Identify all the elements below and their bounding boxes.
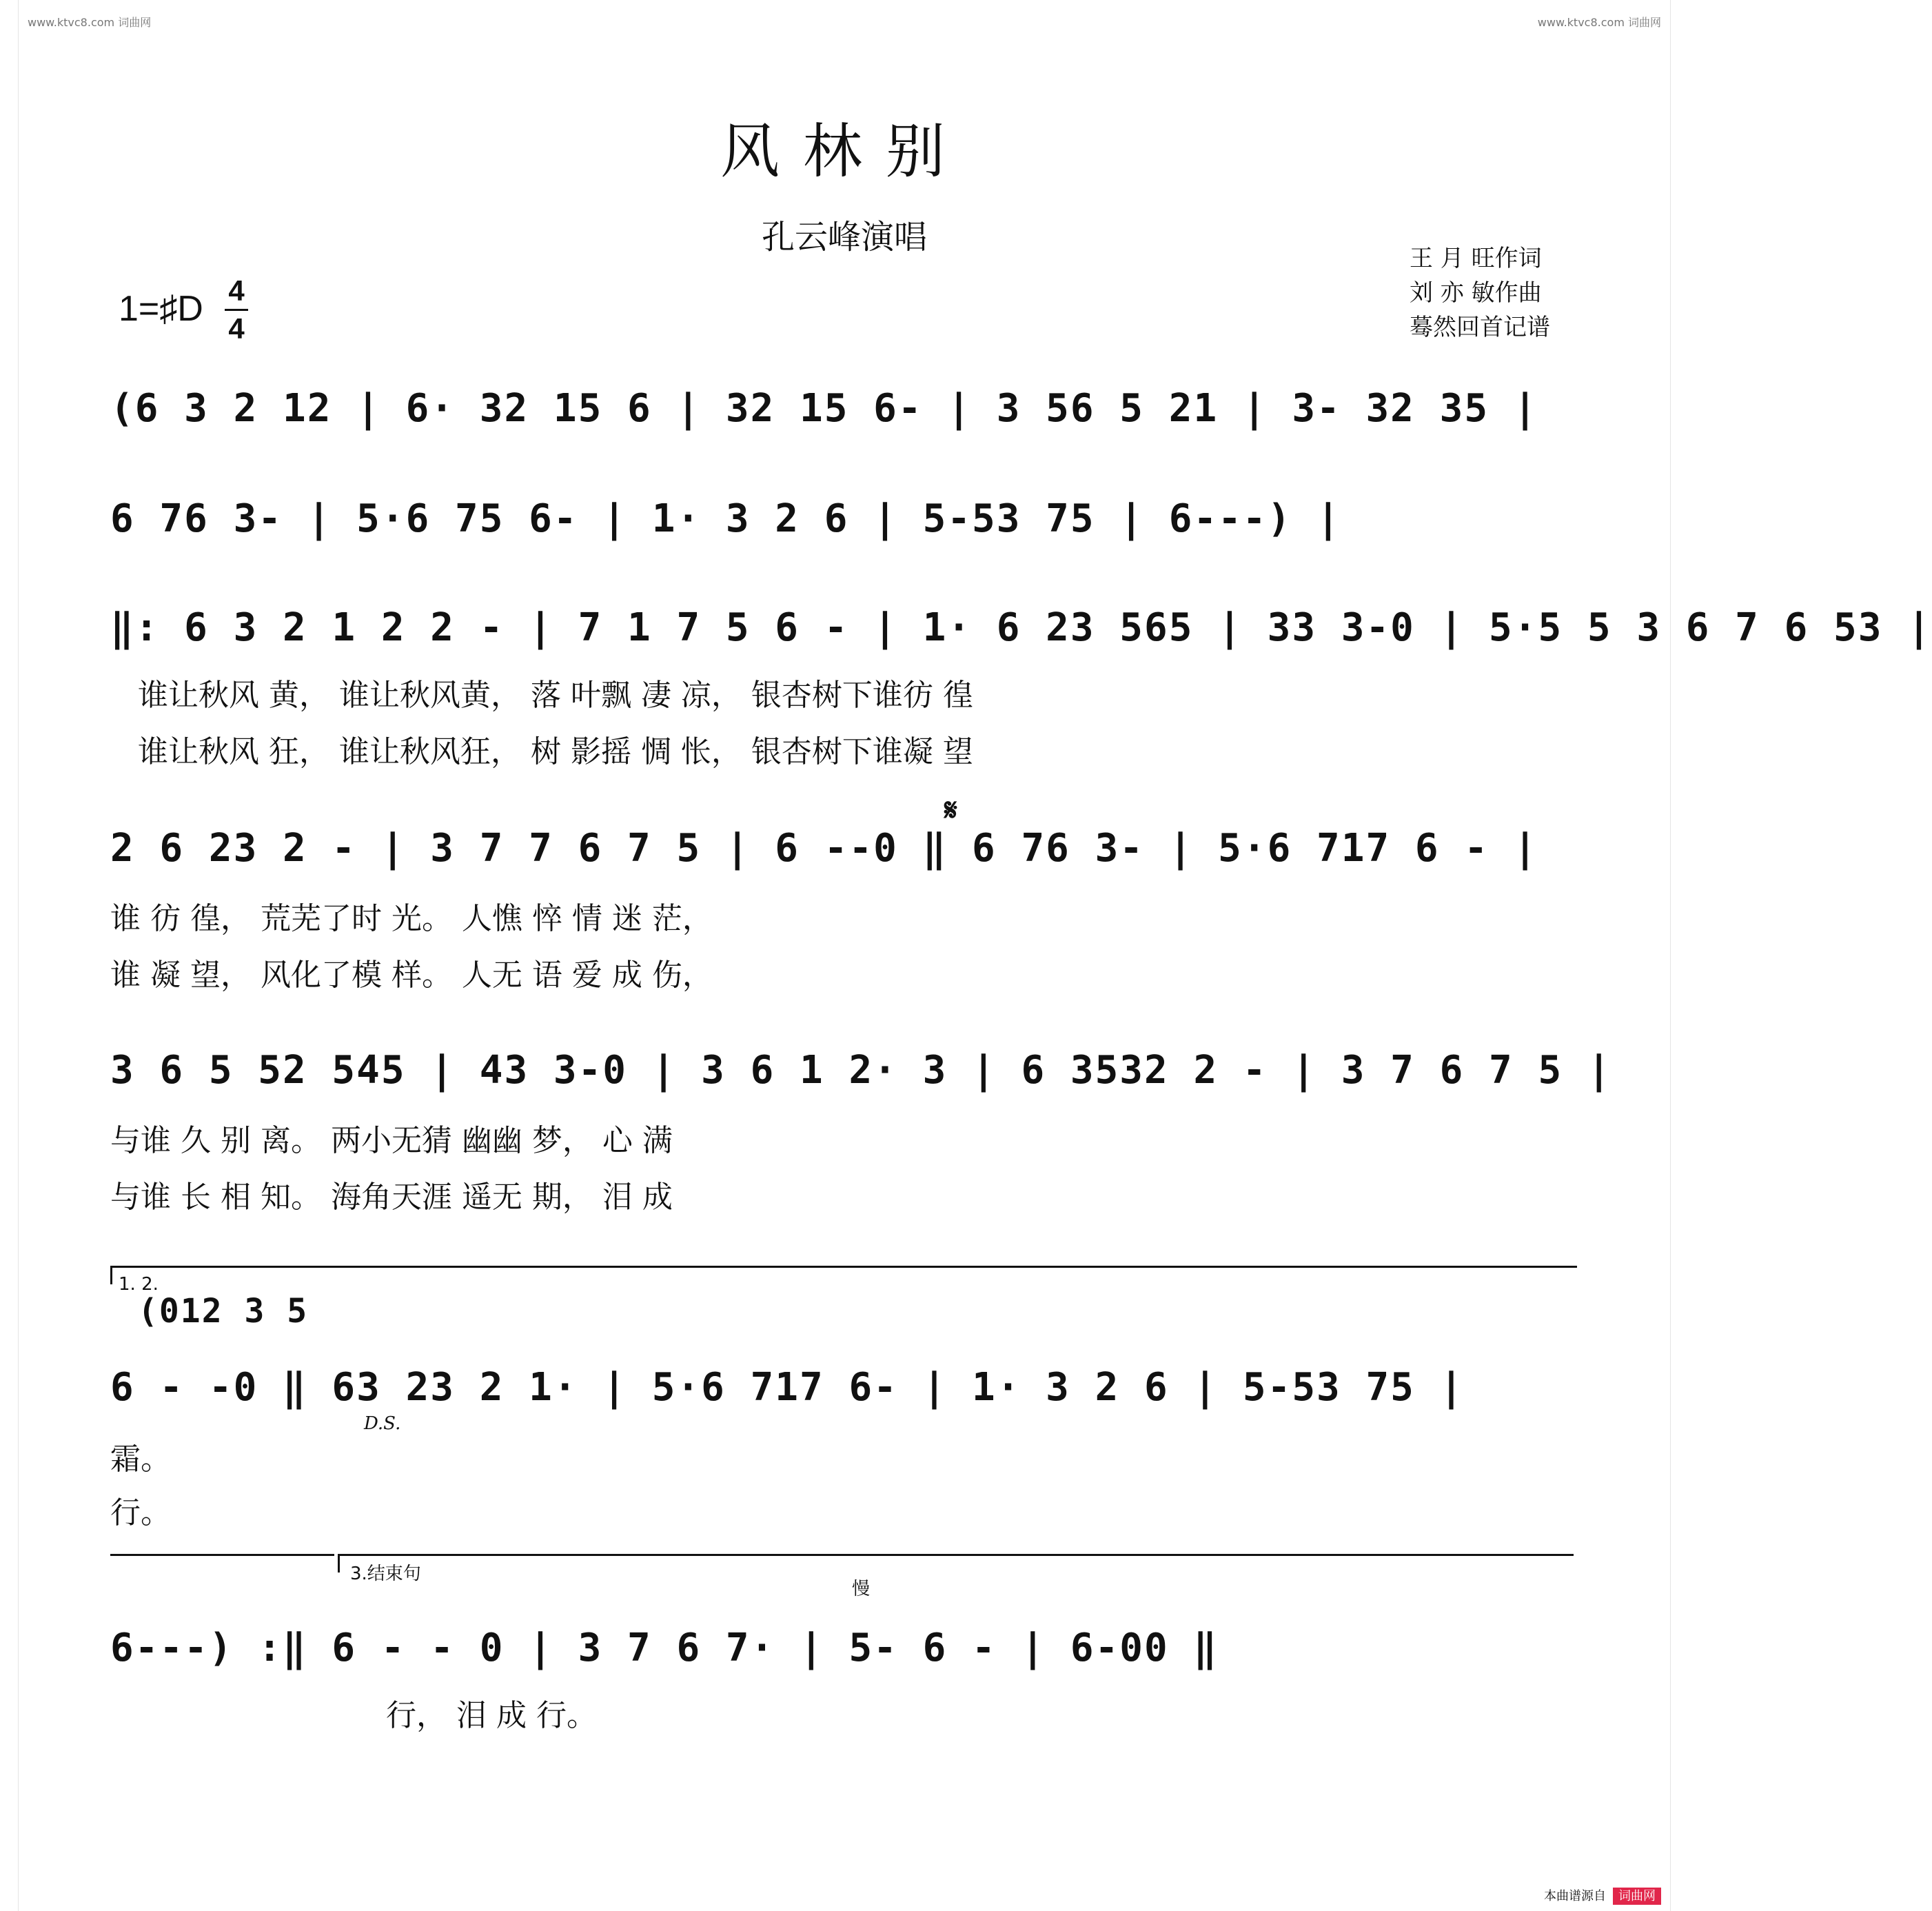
left-margin-strip [0, 0, 19, 1911]
score-row-2: 6 76 3- | 5·6 75 6- | 1· 3 2 6 | 5-53 75 | 6---) | [110, 496, 1341, 541]
lyrics-row-4-verse-2: 谁 凝 望， 风化了模 样。 人无 语 爱 成 伤， [110, 958, 713, 993]
lyrics-row-3-verse-1: 谁让秋风 黄， 谁让秋风黄， 落 叶飘 凄 凉， 银杏树下谁彷 徨 [138, 678, 973, 713]
time-bottom: 4 [228, 312, 245, 345]
time-divider [225, 309, 248, 311]
lyrics-row-6-verse-2: 行。 [110, 1495, 171, 1530]
watermark-left: www.ktvc8.com 词曲网 [28, 16, 152, 29]
lyrics-row-6-verse-1: 霜。 [110, 1442, 171, 1477]
score-row-1: (6 3 2 12 | 6· 32 15 6 | 32 15 6- | 3 56 5 21 | 3- 32 35 | [110, 386, 1538, 431]
footer-source-text: 本曲谱源自 [1544, 1889, 1606, 1903]
lyrics-row-7: 行， 泪 成 行。 [386, 1698, 597, 1733]
score-row-4: 2 6 23 2 - | 3 7 7 6 7 5 | 6 --0 ‖ 6 76 3- | 5·6 717 6 - | [110, 826, 1538, 871]
song-title: 风林别 [720, 117, 968, 186]
score-row-3: ‖: 6 3 2 1 2 2 - | 7 1 7 5 6 - | 1· 6 23 565 | 33 3-0 | 5·5 5 3 6 7 6 53 | [110, 605, 1932, 650]
credits [1410, 241, 1550, 345]
lyrics-row-5-verse-1: 与谁 久 别 离。 两小无猜 幽幽 梦， 心 满 [110, 1123, 673, 1158]
lyrics-row-5-verse-2: 与谁 长 相 知。 海角天涯 遥无 期， 泪 成 [110, 1180, 673, 1215]
volta-1-2-label: 1. 2. [119, 1274, 159, 1295]
time-signature [225, 274, 248, 345]
performer: 孔云峰演唱 [761, 218, 927, 256]
lyrics-row-4-verse-1: 谁 彷 徨， 荒芜了时 光。 人憔 悴 情 迷 茫， [110, 901, 713, 936]
key-signature: 1=♯D [119, 289, 203, 329]
score-row-5: 3 6 5 52 545 | 43 3-0 | 3 6 1 2· 3 | 6 3532 2 - | 3 7 6 7 5 | [110, 1048, 1612, 1093]
watermark-right: www.ktvc8.com 词曲网 [1537, 16, 1661, 29]
lyricist: 王 月 旺作词 [1410, 245, 1542, 272]
tempo-mark: 慢 [852, 1579, 871, 1599]
lyrics-row-3-verse-2: 谁让秋风 狂， 谁让秋风狂， 树 影摇 惆 怅， 银杏树下谁凝 望 [138, 734, 973, 769]
volta-end-line [110, 1554, 334, 1573]
volta-3-bracket [338, 1554, 1574, 1573]
volta-1-2-bracket [110, 1266, 1577, 1284]
score-row-6-upper: (012 3 5 [138, 1292, 309, 1331]
score-row-7: 6---) :‖ 6 - - 0 | 3 7 6 7· | 5- 6 - | 6-00 ‖ [110, 1626, 1219, 1670]
segno-icon: 𝄋 [944, 793, 957, 828]
composer: 刘 亦 敏作曲 [1410, 279, 1542, 307]
score-row-6: 6 - -0 ‖ 63 23 2 1· | 5·6 717 6- | 1· 3 2 6 | 5-53 75 | [110, 1365, 1465, 1410]
time-top: 4 [228, 274, 245, 307]
right-margin-strip [1670, 0, 1689, 1911]
ds-mark: D.S. [364, 1413, 401, 1434]
transcriber: 蓦然回首记谱 [1410, 314, 1550, 341]
footer-site-badge: 词曲网 [1613, 1888, 1661, 1905]
footer-source [1544, 1886, 1661, 1904]
volta-3-label: 3.结束句 [350, 1564, 421, 1584]
